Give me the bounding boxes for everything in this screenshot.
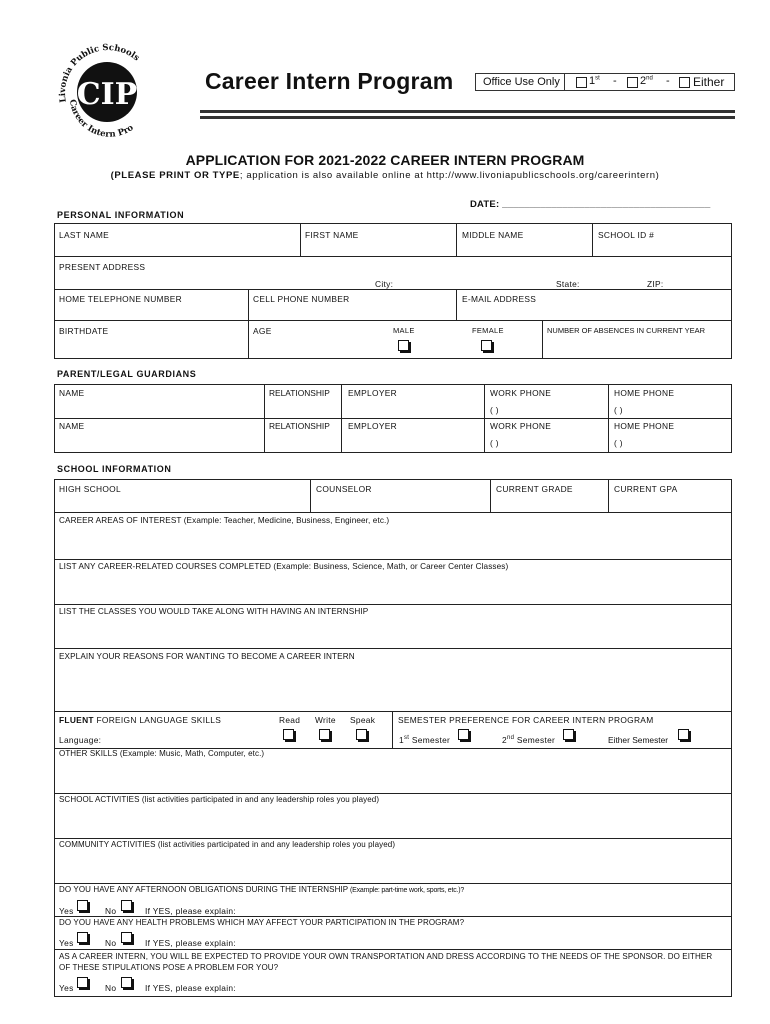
guardian2-work-phone-field[interactable]: WORK PHONE <box>490 421 552 431</box>
program-title: Career Intern Program <box>205 68 454 94</box>
write-checkbox[interactable] <box>319 729 330 740</box>
female-label: FEMALE <box>472 326 504 335</box>
section-guardians: PARENT/LEGAL GUARDIANS <box>57 369 197 379</box>
write-label: Write <box>315 715 336 725</box>
home-phone-field[interactable]: HOME TELEPHONE NUMBER <box>59 294 182 304</box>
address-field[interactable]: PRESENT ADDRESS <box>59 262 146 272</box>
age-field[interactable]: AGE <box>253 326 272 336</box>
classes-field[interactable]: LIST THE CLASSES YOU WOULD TAKE ALONG WITH HAVING AN INTERNSHIP <box>59 607 369 616</box>
personal-table <box>54 223 732 359</box>
afternoon-yes-checkbox[interactable] <box>77 900 88 911</box>
school-id-field[interactable]: SCHOOL ID # <box>598 230 655 240</box>
language-field[interactable]: Language: <box>59 735 102 745</box>
male-checkbox[interactable] <box>398 340 409 351</box>
section-school: SCHOOL INFORMATION <box>57 464 172 474</box>
second-semester-label: 2nd Semester <box>502 735 556 745</box>
guardian2-relationship-field[interactable]: RELATIONSHIP <box>269 421 330 431</box>
afternoon-explain-field[interactable]: If YES, please explain: <box>145 906 237 916</box>
health-yes-checkbox[interactable] <box>77 932 88 943</box>
afternoon-no-label: No <box>105 906 117 916</box>
health-no-label: No <box>105 938 117 948</box>
office-check-1[interactable] <box>576 77 587 88</box>
section-personal: PERSONAL INFORMATION <box>57 210 185 220</box>
other-skills-field[interactable]: OTHER SKILLS (Example: Music, Math, Computer, etc.) <box>59 749 265 758</box>
email-field[interactable]: E-MAIL ADDRESS <box>462 294 537 304</box>
career-areas-field[interactable]: CAREER AREAS OF INTEREST (Example: Teacher, Medicine, Business, Engineer, etc.) <box>59 516 390 525</box>
guardian1-name-field[interactable]: NAME <box>59 388 85 398</box>
current-grade-field[interactable]: CURRENT GRADE <box>496 484 573 494</box>
guardian1-work-phone-field[interactable]: WORK PHONE <box>490 388 552 398</box>
header-rule <box>200 110 735 113</box>
afternoon-no-checkbox[interactable] <box>121 900 132 911</box>
cell-phone-field[interactable]: CELL PHONE NUMBER <box>253 294 350 304</box>
guardian1-relationship-field[interactable]: RELATIONSHIP <box>269 388 330 398</box>
speak-checkbox[interactable] <box>356 729 367 740</box>
logo-ring-top: Livonia Public Schools <box>57 42 142 104</box>
form-title: APPLICATION FOR 2021-2022 CAREER INTERN PROGRAM <box>185 152 585 168</box>
semester-pref-label: SEMESTER PREFERENCE FOR CAREER INTERN PROGRAM <box>398 715 654 725</box>
first-name-field[interactable]: FIRST NAME <box>305 230 359 240</box>
either-semester-label: Either Semester <box>608 735 669 745</box>
read-label: Read <box>279 715 301 725</box>
guardian2-home-phone-field[interactable]: HOME PHONE <box>614 421 675 431</box>
zip-field[interactable]: ZIP: <box>647 279 664 289</box>
transport-no-checkbox[interactable] <box>121 977 132 988</box>
community-activities-field[interactable]: COMMUNITY ACTIVITIES (list activities participated in and any leadership roles you played) <box>59 840 396 849</box>
afternoon-question: DO YOU HAVE ANY AFTERNOON OBLIGATIONS DURING THE INTERNSHIP (Example: part-time work, sports, etc.)? <box>59 885 465 894</box>
office-opt-either: Either <box>693 75 725 89</box>
read-checkbox[interactable] <box>283 729 294 740</box>
guardian2-name-field[interactable]: NAME <box>59 421 85 431</box>
transport-yes-label: Yes <box>59 983 74 993</box>
transport-yes-checkbox[interactable] <box>77 977 88 988</box>
middle-name-field[interactable]: MIDDLE NAME <box>462 230 524 240</box>
either-semester-checkbox[interactable] <box>678 729 689 740</box>
guardian1-home-phone-field[interactable]: HOME PHONE <box>614 388 675 398</box>
current-gpa-field[interactable]: CURRENT GPA <box>614 484 678 494</box>
office-check-either[interactable] <box>679 77 690 88</box>
reasons-field[interactable]: EXPLAIN YOUR REASONS FOR WANTING TO BECOME A CAREER INTERN <box>59 652 355 661</box>
program-logo <box>52 40 162 140</box>
transport-explain-field[interactable]: If YES, please explain: <box>145 983 237 993</box>
office-use-box: Office Use Only 1st - 2nd - Either <box>475 73 735 91</box>
last-name-field[interactable]: LAST NAME <box>59 230 110 240</box>
health-yes-label: Yes <box>59 938 74 948</box>
school-activities-field[interactable]: SCHOOL ACTIVITIES (list activities participated in and any leadership roles you played) <box>59 795 380 804</box>
counselor-field[interactable]: COUNSELOR <box>316 484 372 494</box>
transport-no-label: No <box>105 983 117 993</box>
first-semester-checkbox[interactable] <box>458 729 469 740</box>
city-field[interactable]: City: <box>375 279 394 289</box>
birthdate-field[interactable]: BIRTHDATE <box>59 326 109 336</box>
logo-ring-bottom: Career Intern Pro <box>66 98 136 140</box>
speak-label: Speak <box>350 715 376 725</box>
office-opt-2: 2 <box>640 75 647 87</box>
office-opt-1: 1 <box>589 75 596 87</box>
health-explain-field[interactable]: If YES, please explain: <box>145 938 237 948</box>
language-skills-label: FLUENT FOREIGN LANGUAGE SKILLS <box>59 715 222 725</box>
transport-question: AS A CAREER INTERN, YOU WILL BE EXPECTED TO PROVIDE YOUR OWN TRANSPORTATION AND DRESS ACCORDING TO THE NEEDS OF THE SPONSOR. DO EITHER OF THESE STIPULATIONS POSE A PROBLEM FOR YOU? <box>59 952 713 972</box>
guardian1-employer-field[interactable]: EMPLOYER <box>348 388 397 398</box>
state-field[interactable]: State: <box>556 279 580 289</box>
header-rule-2 <box>200 116 735 119</box>
guardian2-employer-field[interactable]: EMPLOYER <box>348 421 397 431</box>
date-field[interactable]: DATE: ______________________________________ <box>470 199 711 210</box>
form-subtitle: (PLEASE PRINT OR TYPE; application is also available online at http://www.livoniapublicschools.org/careerintern) <box>110 170 660 181</box>
high-school-field[interactable]: HIGH SCHOOL <box>59 484 121 494</box>
female-checkbox[interactable] <box>481 340 492 351</box>
absences-field[interactable]: NUMBER OF ABSENCES IN CURRENT YEAR <box>547 326 706 335</box>
second-semester-checkbox[interactable] <box>563 729 574 740</box>
afternoon-yes-label: Yes <box>59 906 74 916</box>
logo-letters: CIP <box>76 77 138 112</box>
office-check-2[interactable] <box>627 77 638 88</box>
first-semester-label: 1st Semester <box>399 735 451 745</box>
male-label: MALE <box>393 326 415 335</box>
health-question: DO YOU HAVE ANY HEALTH PROBLEMS WHICH MAY AFFECT YOUR PARTICIPATION IN THE PROGRAM? <box>59 918 465 927</box>
courses-field[interactable]: LIST ANY CAREER-RELATED COURSES COMPLETED (Example: Business, Science, Math, or Career Center Classes) <box>59 562 509 571</box>
office-use-label: Office Use Only <box>483 76 560 88</box>
health-no-checkbox[interactable] <box>121 932 132 943</box>
